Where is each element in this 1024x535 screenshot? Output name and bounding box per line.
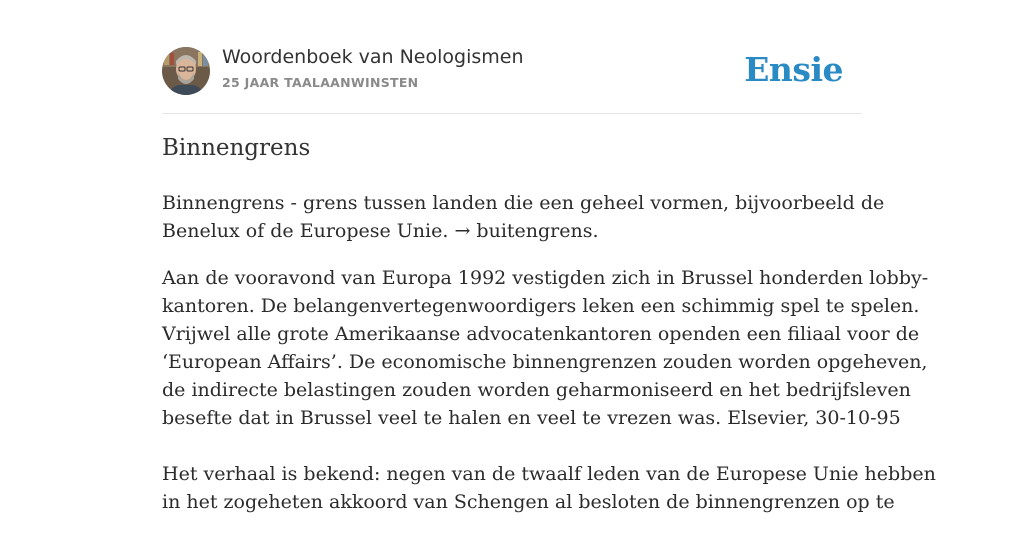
page-container [162, 0, 936, 513]
quote-line: in het zogeheten akkoord van Schengen al besloten de binnengrenzen op te [162, 491, 895, 513]
quote-line: ‘European Affairs’. De economische binnengrenzen zouden worden opgeheven, [162, 351, 928, 373]
quote-line: kantoren. De belangenvertegenwoordigers leken een schimmig spel te spelen. [162, 295, 920, 317]
quote-line: de indirecte belastingen zouden worden geharmoniseerd en het bedrijfsleven [162, 379, 911, 401]
quote-line: besefte dat in Brussel veel te halen en veel te vrezen was. Elsevier, 30-10-95 [162, 407, 901, 429]
definition-line: Binnengrens - grens tussen landen die een geheel vormen, bijvoorbeeld de [162, 192, 885, 214]
author-portrait-icon[interactable] [162, 47, 210, 95]
page-title: Binnengrens [162, 135, 311, 161]
link-buitengrens[interactable]: buitengrens [476, 220, 593, 242]
quote-line: Het verhaal is bekend: negen van de twaalf leden van de Europese Unie hebben [162, 463, 936, 485]
article-body [162, 189, 936, 535]
site-subtitle: 25 JAAR TAALAANWINSTEN [222, 75, 419, 90]
ensie-logo[interactable]: Ensie [744, 50, 843, 89]
definition-line [162, 217, 862, 245]
quote-paragraph [162, 460, 936, 516]
definition-text: Benelux of de Europese Unie. [162, 220, 449, 242]
definition-tail: . [592, 220, 599, 242]
site-title[interactable]: Woordenboek van Neologismen [222, 46, 524, 68]
quote-paragraph [162, 264, 929, 432]
quote-line: Aan de vooravond van Europa 1992 vestigden zich in Brussel honderden lobby- [162, 267, 929, 289]
definition-paragraph [162, 189, 885, 245]
quote-line: Vrijwel alle grote Amerikaanse advocatenkantoren openden een filiaal voor de [162, 323, 920, 345]
arrow-icon: → [454, 220, 471, 242]
site-header [162, 0, 862, 114]
